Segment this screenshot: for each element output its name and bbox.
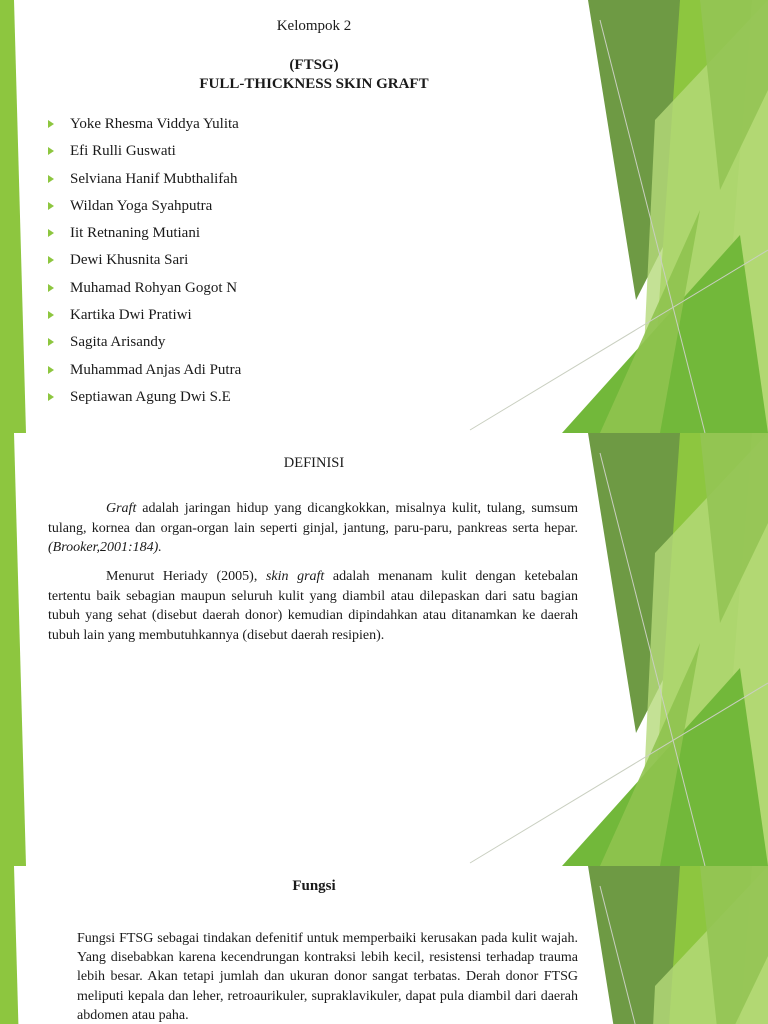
member-item	[48, 114, 241, 141]
title-full: FULL-THICKNESS SKIN GRAFT	[199, 76, 429, 92]
triangle-bullet-icon	[48, 175, 54, 183]
definition-intro-2: Menurut Heriady (2005),	[106, 569, 266, 584]
member-name: Selviana Hanif Mubthalifah	[70, 170, 238, 187]
citation: (Brooker,2001:184).	[48, 540, 162, 555]
definition-paragraph-2	[48, 567, 578, 645]
definition-text-1: adalah jaringan hidup yang dicangkokkan, misalnya kulit, tulang, sumsum tulang, kornea dan organ-organ lain seperti ginjal, jantung, paru-paru, pankreas serta hepar.	[48, 501, 578, 536]
member-name: Muhammad Anjas Adi Putra	[70, 361, 242, 378]
definisi-heading: DEFINISI	[283, 455, 345, 471]
title-abbreviation: (FTSG)	[289, 57, 339, 73]
triangle-bullet-icon	[48, 229, 54, 237]
group-label: Kelompok 2	[276, 18, 352, 34]
member-name: Iit Retnaning Mutiani	[70, 225, 200, 242]
member-item	[48, 223, 241, 250]
triangle-bullet-icon	[48, 256, 54, 264]
slide-fungsi	[0, 866, 768, 1024]
definition-paragraph-1	[48, 499, 578, 558]
member-item	[48, 278, 241, 305]
member-item	[48, 141, 241, 168]
member-name: Septiawan Agung Dwi S.E	[70, 388, 231, 405]
member-item	[48, 360, 241, 387]
member-item	[48, 305, 241, 332]
member-name: Efi Rulli Guswati	[70, 143, 176, 160]
triangle-bullet-icon	[48, 366, 54, 374]
member-item	[48, 169, 241, 196]
member-list	[48, 114, 241, 414]
triangle-bullet-icon	[48, 147, 54, 155]
member-item	[48, 250, 241, 277]
triangle-bullet-icon	[48, 202, 54, 210]
presentation-title	[0, 56, 628, 94]
member-name: Yoke Rhesma Viddya Yulita	[70, 116, 239, 132]
triangle-bullet-icon	[48, 284, 54, 292]
member-name: Muhamad Rohyan Gogot N	[70, 279, 238, 296]
member-name: Sagita Arisandy	[70, 334, 166, 351]
definition-text-2: adalah menanam kulit dengan ketebalan tertentu baik sebagian maupun seluruh kulit yang diambil atau dilepaskan dari satu bagian tubuh yang sehat (disebut daerah donor) kemudian dipindahkan atau ditanamkan ke daerah tubuh lain yang membutuhkannya (disebut daerah resipien).	[48, 569, 579, 643]
fungsi-heading: Fungsi	[292, 878, 336, 894]
member-name: Dewi Khusnita Sari	[70, 252, 189, 269]
triangle-bullet-icon	[48, 120, 54, 128]
triangle-bullet-icon	[48, 311, 54, 319]
slide-definisi	[0, 433, 768, 866]
slide-title	[0, 0, 768, 433]
triangle-bullet-icon	[48, 393, 54, 401]
member-name: Wildan Yoga Syahputra	[70, 197, 213, 214]
member-name: Kartika Dwi Pratiwi	[70, 307, 192, 324]
member-item	[48, 196, 241, 223]
member-item	[48, 332, 241, 359]
term-skin-graft: skin graft	[265, 569, 325, 584]
member-item	[48, 387, 241, 414]
fungsi-paragraph: Fungsi FTSG sebagai tindakan defenitif untuk memperbaiki kerusakan pada kulit wajah. Yang disebabkan karena kecendrungan kontraksi lebih kecil, resistensi terhadap trauma lebih besar. Akan tetapi jumlah dan ukuran donor sangat terbatas. Derah donor FTSG meliputi kepala dan leher, retroaurikuler, supraklavikuler, dapat pula diambil dari daerah abdomen atau paha.	[77, 931, 578, 1023]
term-graft: Graft	[106, 501, 137, 516]
triangle-bullet-icon	[48, 338, 54, 346]
